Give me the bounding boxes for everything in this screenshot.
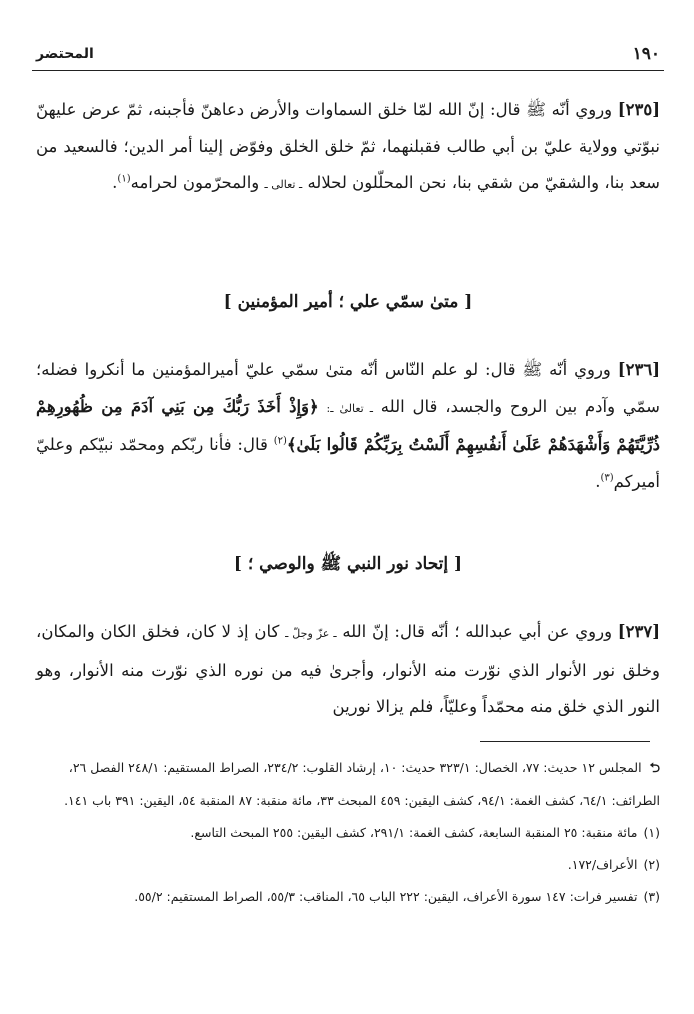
book-title: المحتضر: [36, 46, 94, 62]
footnote-ref: (٢): [273, 435, 287, 447]
sentence-end: .: [112, 173, 118, 192]
section-heading-1: [ متىٰ سمّي علي ؛ أمير المؤمنين ]: [223, 292, 473, 312]
hadith-237: [36, 614, 660, 726]
footnote-1: [36, 817, 660, 849]
footnote-separator: [480, 741, 650, 742]
hadith-236: [36, 352, 660, 500]
footnote-2: [36, 849, 660, 881]
footnote-mark: (٣): [643, 889, 660, 904]
footnote-text: تفسير فرات: ١٤٧ سورة الأعراف، اليقين: ٢٢٢ الباب ٦٥، المناقب: ٥٥/٣، الصراط المستقيم: ٥٥/٢.: [134, 889, 638, 904]
sentence-end: .: [595, 471, 601, 491]
hadith-text-tail: والمحرّمون لحرامه: [130, 173, 260, 192]
footnote-text: المجلس ١٢ حديث: ٧٧، الخصال: ٣٢٣/١ حديث: ١٠، إرشاد القلوب: ٢٣٤/٢، الصراط المستقيم: ٢٤٨/١ الفصل ٢٦، الطرائف: ٦٤/١، كشف الغمة: ٩٤/١، كشف اليقين: ٤٥٩ المبحث ٣٣، مائة منقبة: ٨٧ المنقبة ٥٤، اليقين: ٣٩١ باب ١٤١.: [64, 760, 660, 808]
footnote-mark: (٢): [643, 857, 660, 872]
footnote-text: مائة منقبة: ٢٥ المنقبة السابعة، كشف الغمة: ٢٩١/١، كشف اليقين: ٢٥٥ المبحث التاسع.: [190, 825, 638, 840]
hadith-number: [٢٣٦]: [617, 360, 660, 379]
quran-verse: ﴿وَإِذْ أَخَذَ رَبُّكَ مِن بَنِي آدَمَ مِن ظُهُورِهِمْ ذُرِّيَّتَهُمْ وَأَشْهَدَهُمْ عَلَىٰ أَنفُسِهِمْ أَلَسْتُ بِرَبِّكُمْ قَالُوا بَلَىٰ﴾: [36, 396, 661, 454]
footnote-text: الأعراف/١٧٢.: [567, 857, 638, 872]
footnote-ref: (٣): [600, 472, 614, 483]
hadith-honorific: ـ تعالى ـ: [264, 178, 303, 191]
footnotes: [36, 752, 660, 913]
hadith-honorific: ـ تعالىٰ ـ:: [326, 401, 373, 415]
footnote-ref: (١): [117, 173, 131, 185]
hadith-number: [٢٣٧]: [617, 622, 661, 641]
hadith-text: وروي أنّه ﷺ قال: لو علم النّاس أنّه متىٰ سمّي عليّ أميرالمؤمنين ما أنكروا فضله؛ سمّي وآدم بين الروح والجسد، قال الله: [36, 360, 660, 416]
hadith-number: [٢٣٥]: [617, 100, 660, 119]
hadith-honorific: ـ عزّ وجلّ ـ: [285, 627, 337, 640]
hadith-text: وروي عن أبي عبدالله ؛ أنّه قال: إنّ الله: [342, 622, 613, 641]
footnote-3: [36, 881, 660, 913]
hadith-text-continued: قال: فأنا ربّكم ومحمّد نبيّكم وعليّ أميركم: [36, 435, 660, 491]
return-arrow-icon: ⮌: [649, 761, 660, 776]
footnote-source: [36, 752, 660, 817]
footnote-mark: (١): [643, 825, 660, 840]
hadith-text: وروي أنّه ﷺ قال: إنّ الله لمّا خلق السماوات والأرض دعاهنّ فأجبنه، ثمّ عرض عليهنّ نبوّتي وولاية عليّ بن أبي طالب فقبلنهما، ثمّ خلق الخلق وفوّض إلينا أمر الدين؛ فالسعيد من سعد بنا، والشقيّ من شقي بنا، نحن المحلّلون لحلاله: [36, 100, 660, 192]
page-number: ١٩٠: [632, 44, 660, 64]
hadith-235: [36, 92, 660, 204]
hadith-text-continued: كان إذ لا كان، فخلق الكان والمكان، وخلق نور الأنوار الذي نوّرت منه الأنوار، وأجرىٰ فيه من نوره الذي نوّرت منه الأنوار، وهو النور الذي خلق منه محمّداً وعليّاً، فلم يزالا نورين: [36, 622, 660, 716]
running-header: [32, 40, 664, 71]
section-heading-2: [ إتحاد نور النبي ﷺ والوصي ؛ ]: [233, 554, 463, 574]
